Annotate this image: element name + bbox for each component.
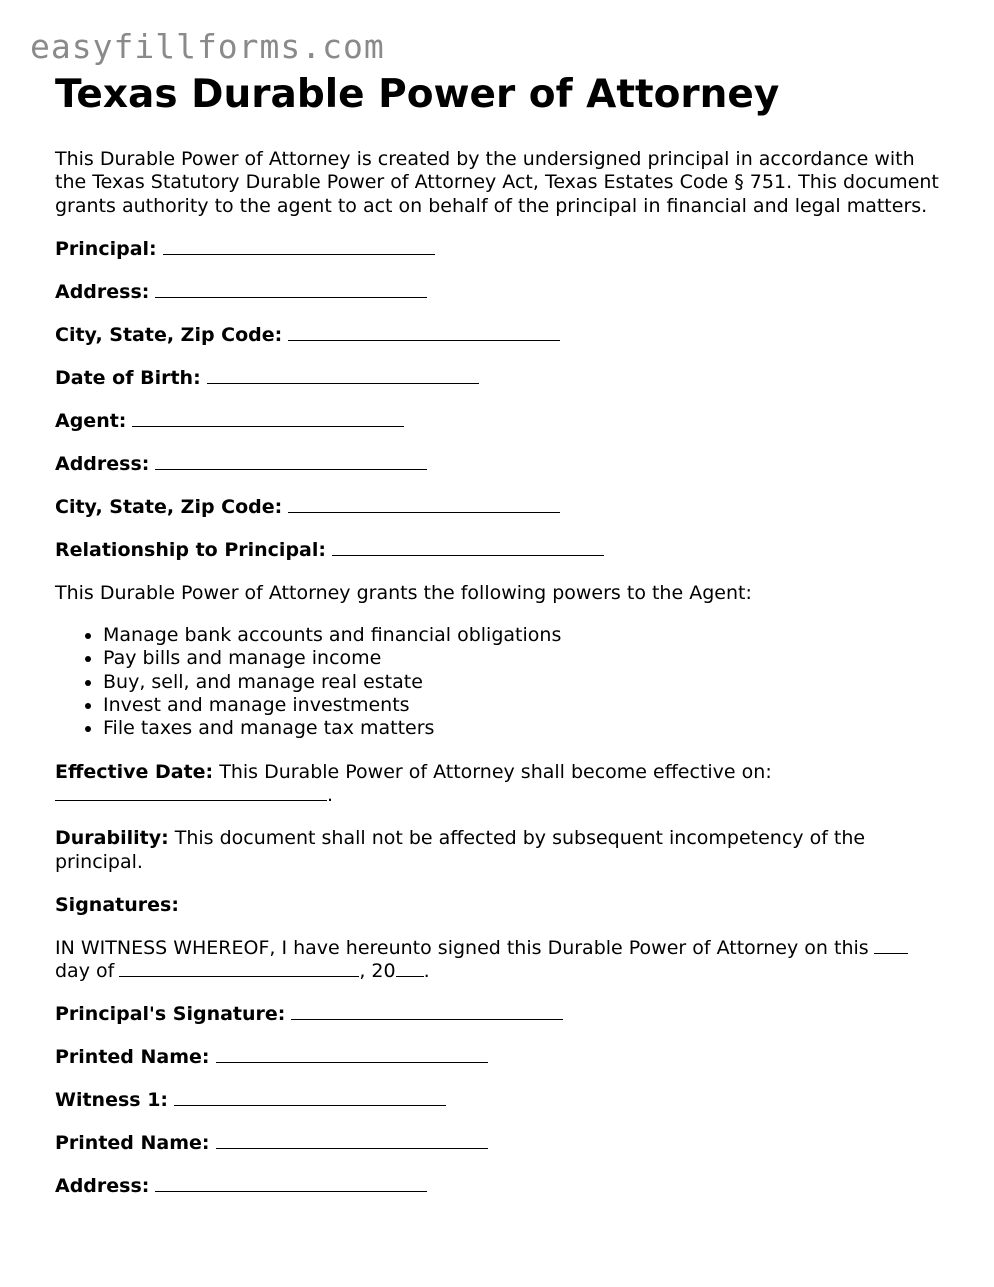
effective-date-text: This Durable Power of Attorney shall become effective on: xyxy=(213,760,772,783)
agent-label: Agent: xyxy=(55,409,127,432)
effective-date-paragraph xyxy=(55,761,940,808)
agent-city-field xyxy=(55,496,940,519)
agent-blank[interactable] xyxy=(132,410,404,427)
principal-signature-blank[interactable] xyxy=(291,1003,563,1020)
relationship-label: Relationship to Principal: xyxy=(55,538,326,561)
powers-list xyxy=(55,624,940,740)
witness-1-label: Witness 1: xyxy=(55,1089,169,1112)
durability-label: Durability: xyxy=(55,827,169,850)
witness-day-blank[interactable] xyxy=(874,937,908,954)
witness-month-blank[interactable] xyxy=(119,960,359,977)
signatures-heading: Signatures: xyxy=(55,893,179,916)
list-item: • Buy, sell, and manage real estate xyxy=(103,671,940,694)
witness-year-blank[interactable] xyxy=(396,960,424,977)
list-item: • Manage bank accounts and financial obligations xyxy=(103,624,940,647)
witness-1-field xyxy=(55,1089,940,1112)
dob-blank[interactable] xyxy=(207,367,479,384)
dob-field xyxy=(55,367,940,390)
witness-clause-text-4: . xyxy=(423,960,430,983)
witness-clause-text-1: IN WITNESS WHEREOF, I have hereunto signed this Durable Power of Attorney on this xyxy=(55,936,869,959)
witness-printed-name-field xyxy=(55,1132,940,1155)
principal-printed-name-field xyxy=(55,1046,940,1069)
principal-signature-field xyxy=(55,1003,940,1026)
witness-printed-name-blank[interactable] xyxy=(216,1132,488,1149)
durability-paragraph xyxy=(55,827,940,874)
witness-clause-text-2: day of xyxy=(55,960,115,983)
witness-address-blank[interactable] xyxy=(155,1175,427,1192)
document-title: Texas Durable Power of Attorney xyxy=(55,72,780,117)
principal-printed-name-label: Printed Name: xyxy=(55,1046,210,1069)
agent-address-label: Address: xyxy=(55,452,150,475)
effective-date-blank[interactable] xyxy=(55,784,327,801)
witness-clause-text-3: , 20 xyxy=(359,960,396,983)
list-item: • File taxes and manage tax matters xyxy=(103,717,940,740)
dob-label: Date of Birth: xyxy=(55,366,201,389)
principal-address-blank[interactable] xyxy=(155,281,427,298)
powers-intro: This Durable Power of Attorney grants the following powers to the Agent: xyxy=(55,581,752,604)
document-page xyxy=(55,72,940,1218)
principal-label: Principal: xyxy=(55,237,157,260)
list-item: • Invest and manage investments xyxy=(103,694,940,717)
principal-city-label: City, State, Zip Code: xyxy=(55,323,283,346)
principal-address-field xyxy=(55,281,940,304)
agent-address-blank[interactable] xyxy=(155,453,427,470)
watermark: easyfillforms.com xyxy=(30,27,385,66)
durability-text: This document shall not be affected by subsequent incompetency of the principal. xyxy=(55,827,866,873)
list-item: • Pay bills and manage income xyxy=(103,647,940,670)
witness-address-field xyxy=(55,1175,940,1198)
agent-city-label: City, State, Zip Code: xyxy=(55,495,283,518)
principal-city-field xyxy=(55,324,940,347)
agent-city-blank[interactable] xyxy=(288,496,560,513)
principal-blank[interactable] xyxy=(163,238,435,255)
relationship-field xyxy=(55,539,940,562)
witness-printed-name-label: Printed Name: xyxy=(55,1132,210,1155)
principal-printed-name-blank[interactable] xyxy=(216,1046,488,1063)
agent-address-field xyxy=(55,453,940,476)
principal-signature-label: Principal's Signature: xyxy=(55,1003,286,1026)
witness-1-blank[interactable] xyxy=(174,1089,446,1106)
principal-field xyxy=(55,238,940,261)
intro-paragraph: This Durable Power of Attorney is created by the undersigned principal in accordance with the Texas Statutory Durable Power of Attorney Act, Texas Estates Code § 751. This document grants authority to the agent to act on behalf of the principal in financial and legal matters. xyxy=(55,148,939,217)
witness-address-label: Address: xyxy=(55,1175,150,1198)
effective-date-label: Effective Date: xyxy=(55,760,214,783)
relationship-blank[interactable] xyxy=(332,539,604,556)
agent-field xyxy=(55,410,940,433)
witness-clause xyxy=(55,937,940,984)
principal-address-label: Address: xyxy=(55,280,150,303)
effective-date-end: . xyxy=(327,783,334,806)
principal-city-blank[interactable] xyxy=(288,324,560,341)
